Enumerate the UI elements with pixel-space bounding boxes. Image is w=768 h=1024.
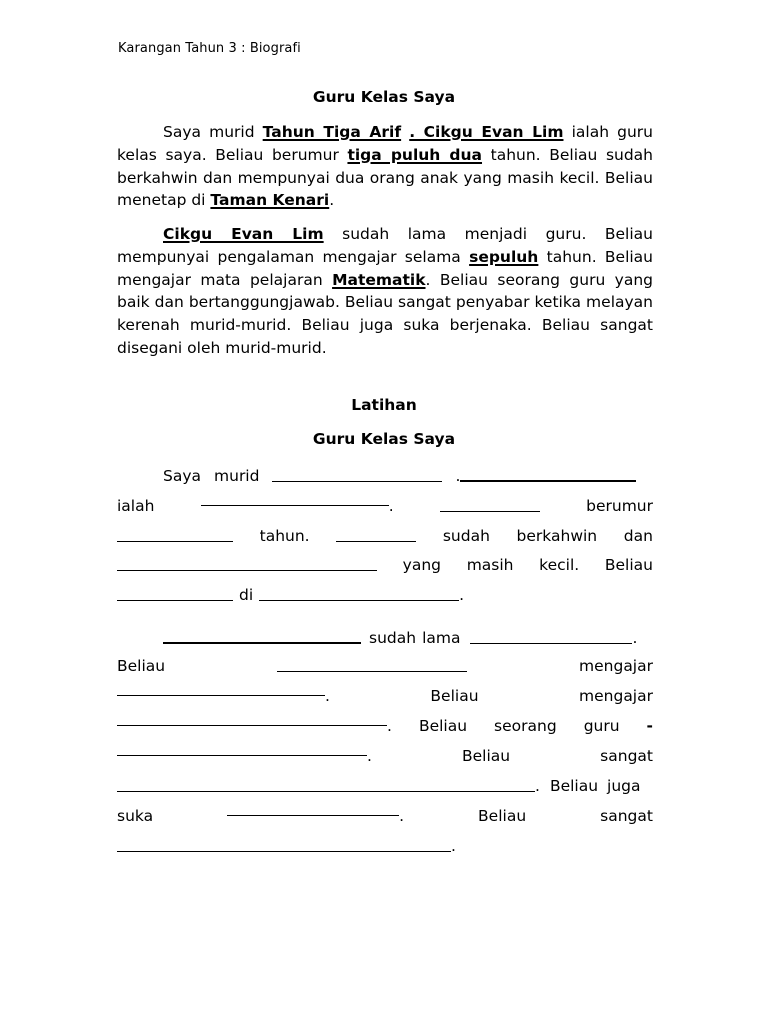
answer-class: Tahun Tiga Arif <box>262 123 402 141</box>
blank-field[interactable] <box>227 814 399 816</box>
word: guru <box>583 717 620 735</box>
word: juga <box>607 777 641 795</box>
exercise-line-4 <box>117 554 653 576</box>
exercise-line-12 <box>117 805 653 827</box>
exercise-line-5 <box>117 584 653 606</box>
exercise-line-3 <box>117 525 653 547</box>
blank-field[interactable] <box>336 540 416 542</box>
blank-field[interactable] <box>117 850 451 852</box>
text: ialah guru kelas saya. Beliau berumur <box>117 123 653 164</box>
exercise-line-11 <box>117 775 653 797</box>
exercise-line-10 <box>117 745 653 767</box>
text: tahun. Beliau mengajar mata pelajaran <box>117 247 654 289</box>
blank-field-subject[interactable] <box>117 724 387 726</box>
word: sangat <box>600 807 653 825</box>
punctuation: . <box>455 467 461 485</box>
word: seorang <box>494 717 557 735</box>
bio-paragraph-2 <box>117 223 653 360</box>
blank-field[interactable] <box>117 790 535 792</box>
blank-field-teacher[interactable] <box>163 641 361 644</box>
word: sangat <box>600 747 653 765</box>
word: Beliau <box>462 747 511 765</box>
blank-field[interactable] <box>470 642 632 644</box>
answer-teacher-name: . Cikgu Evan Lim <box>409 123 564 141</box>
text <box>401 123 409 141</box>
exercise-line-8 <box>117 685 653 707</box>
word: mengajar <box>579 657 653 675</box>
blank-field[interactable] <box>117 569 377 571</box>
word: mengajar <box>579 687 653 705</box>
word: suka <box>117 807 154 825</box>
exercise-line-13 <box>117 835 653 857</box>
answer-place: Taman Kenari <box>210 191 330 210</box>
word: Beliau <box>418 717 468 735</box>
word: masih <box>466 556 514 574</box>
punctuation: . <box>325 687 330 705</box>
answer-teacher-name: Cikgu Evan Lim <box>163 225 324 243</box>
blank-field-teacher[interactable] <box>460 479 636 482</box>
word: di <box>239 586 254 604</box>
word: Beliau <box>604 556 653 574</box>
text: sudah lama menjadi guru. Beliau mempunyai pengalaman mengajar selama <box>117 225 653 266</box>
punctuation: . <box>632 629 638 647</box>
punctuation: . <box>399 807 405 825</box>
blank-field-age[interactable] <box>117 540 233 542</box>
text: . Beliau seorang guru yang baik dan bertanggungjawab. Beliau sangat penyabar ketika melayan kerenah murid-murid. Beliau juga suka berjenaka. Beliau sangat disegani oleh murid-murid. <box>117 270 654 357</box>
text: Saya murid <box>163 123 263 141</box>
text: . <box>329 191 335 210</box>
blank-field-years[interactable] <box>117 694 325 696</box>
punctuation: . <box>387 717 392 735</box>
blank-field[interactable] <box>440 510 540 512</box>
word: murid <box>214 467 260 485</box>
exercise-heading: Latihan <box>351 396 417 414</box>
word: tahun. <box>259 527 310 545</box>
exercise-line-2 <box>117 495 653 517</box>
word: yang <box>402 556 442 574</box>
blank-field[interactable] <box>117 599 233 601</box>
punctuation: . <box>535 777 540 795</box>
word: kecil. <box>539 556 580 574</box>
word: Beliau <box>430 687 479 705</box>
punctuation: . <box>459 586 465 604</box>
blank-field-place[interactable] <box>259 599 459 601</box>
title-exercise: Guru Kelas Saya <box>312 430 456 448</box>
blank-field-class[interactable] <box>272 480 442 482</box>
exercise-line-1 <box>117 465 653 487</box>
page-header: Karangan Tahun 3 : Biografi <box>118 41 301 56</box>
title-bio: Guru Kelas Saya <box>312 88 456 106</box>
word: sudah <box>442 527 490 545</box>
punctuation: . <box>367 747 372 765</box>
answer-subject: Matematik <box>332 270 426 289</box>
exercise-line-9 <box>117 715 653 737</box>
word: dan <box>623 527 653 545</box>
word: sudah <box>369 629 417 647</box>
exercise-line-6 <box>117 627 653 649</box>
word: Beliau <box>117 657 166 675</box>
blank-field[interactable] <box>117 754 367 756</box>
answer-years: sepuluh <box>469 247 539 266</box>
text: tahun. Beliau sudah berkahwin dan mempunyai dua orang anak yang masih kecil. Beliau menetap di <box>117 145 654 210</box>
word: ialah <box>117 497 155 515</box>
blank-field[interactable] <box>201 504 389 506</box>
punctuation: - <box>646 717 653 735</box>
blank-field[interactable] <box>277 670 467 672</box>
word: berumur <box>586 497 653 515</box>
word: lama <box>422 629 461 647</box>
word: Beliau <box>549 777 599 795</box>
word: Saya <box>163 467 202 485</box>
punctuation: . <box>388 497 394 515</box>
bio-paragraph-1 <box>117 121 653 212</box>
exercise-line-7 <box>117 655 653 677</box>
answer-age: tiga puluh dua <box>347 145 483 164</box>
word: Beliau <box>478 807 527 825</box>
punctuation: . <box>451 837 456 855</box>
word: berkahwin <box>516 527 598 545</box>
